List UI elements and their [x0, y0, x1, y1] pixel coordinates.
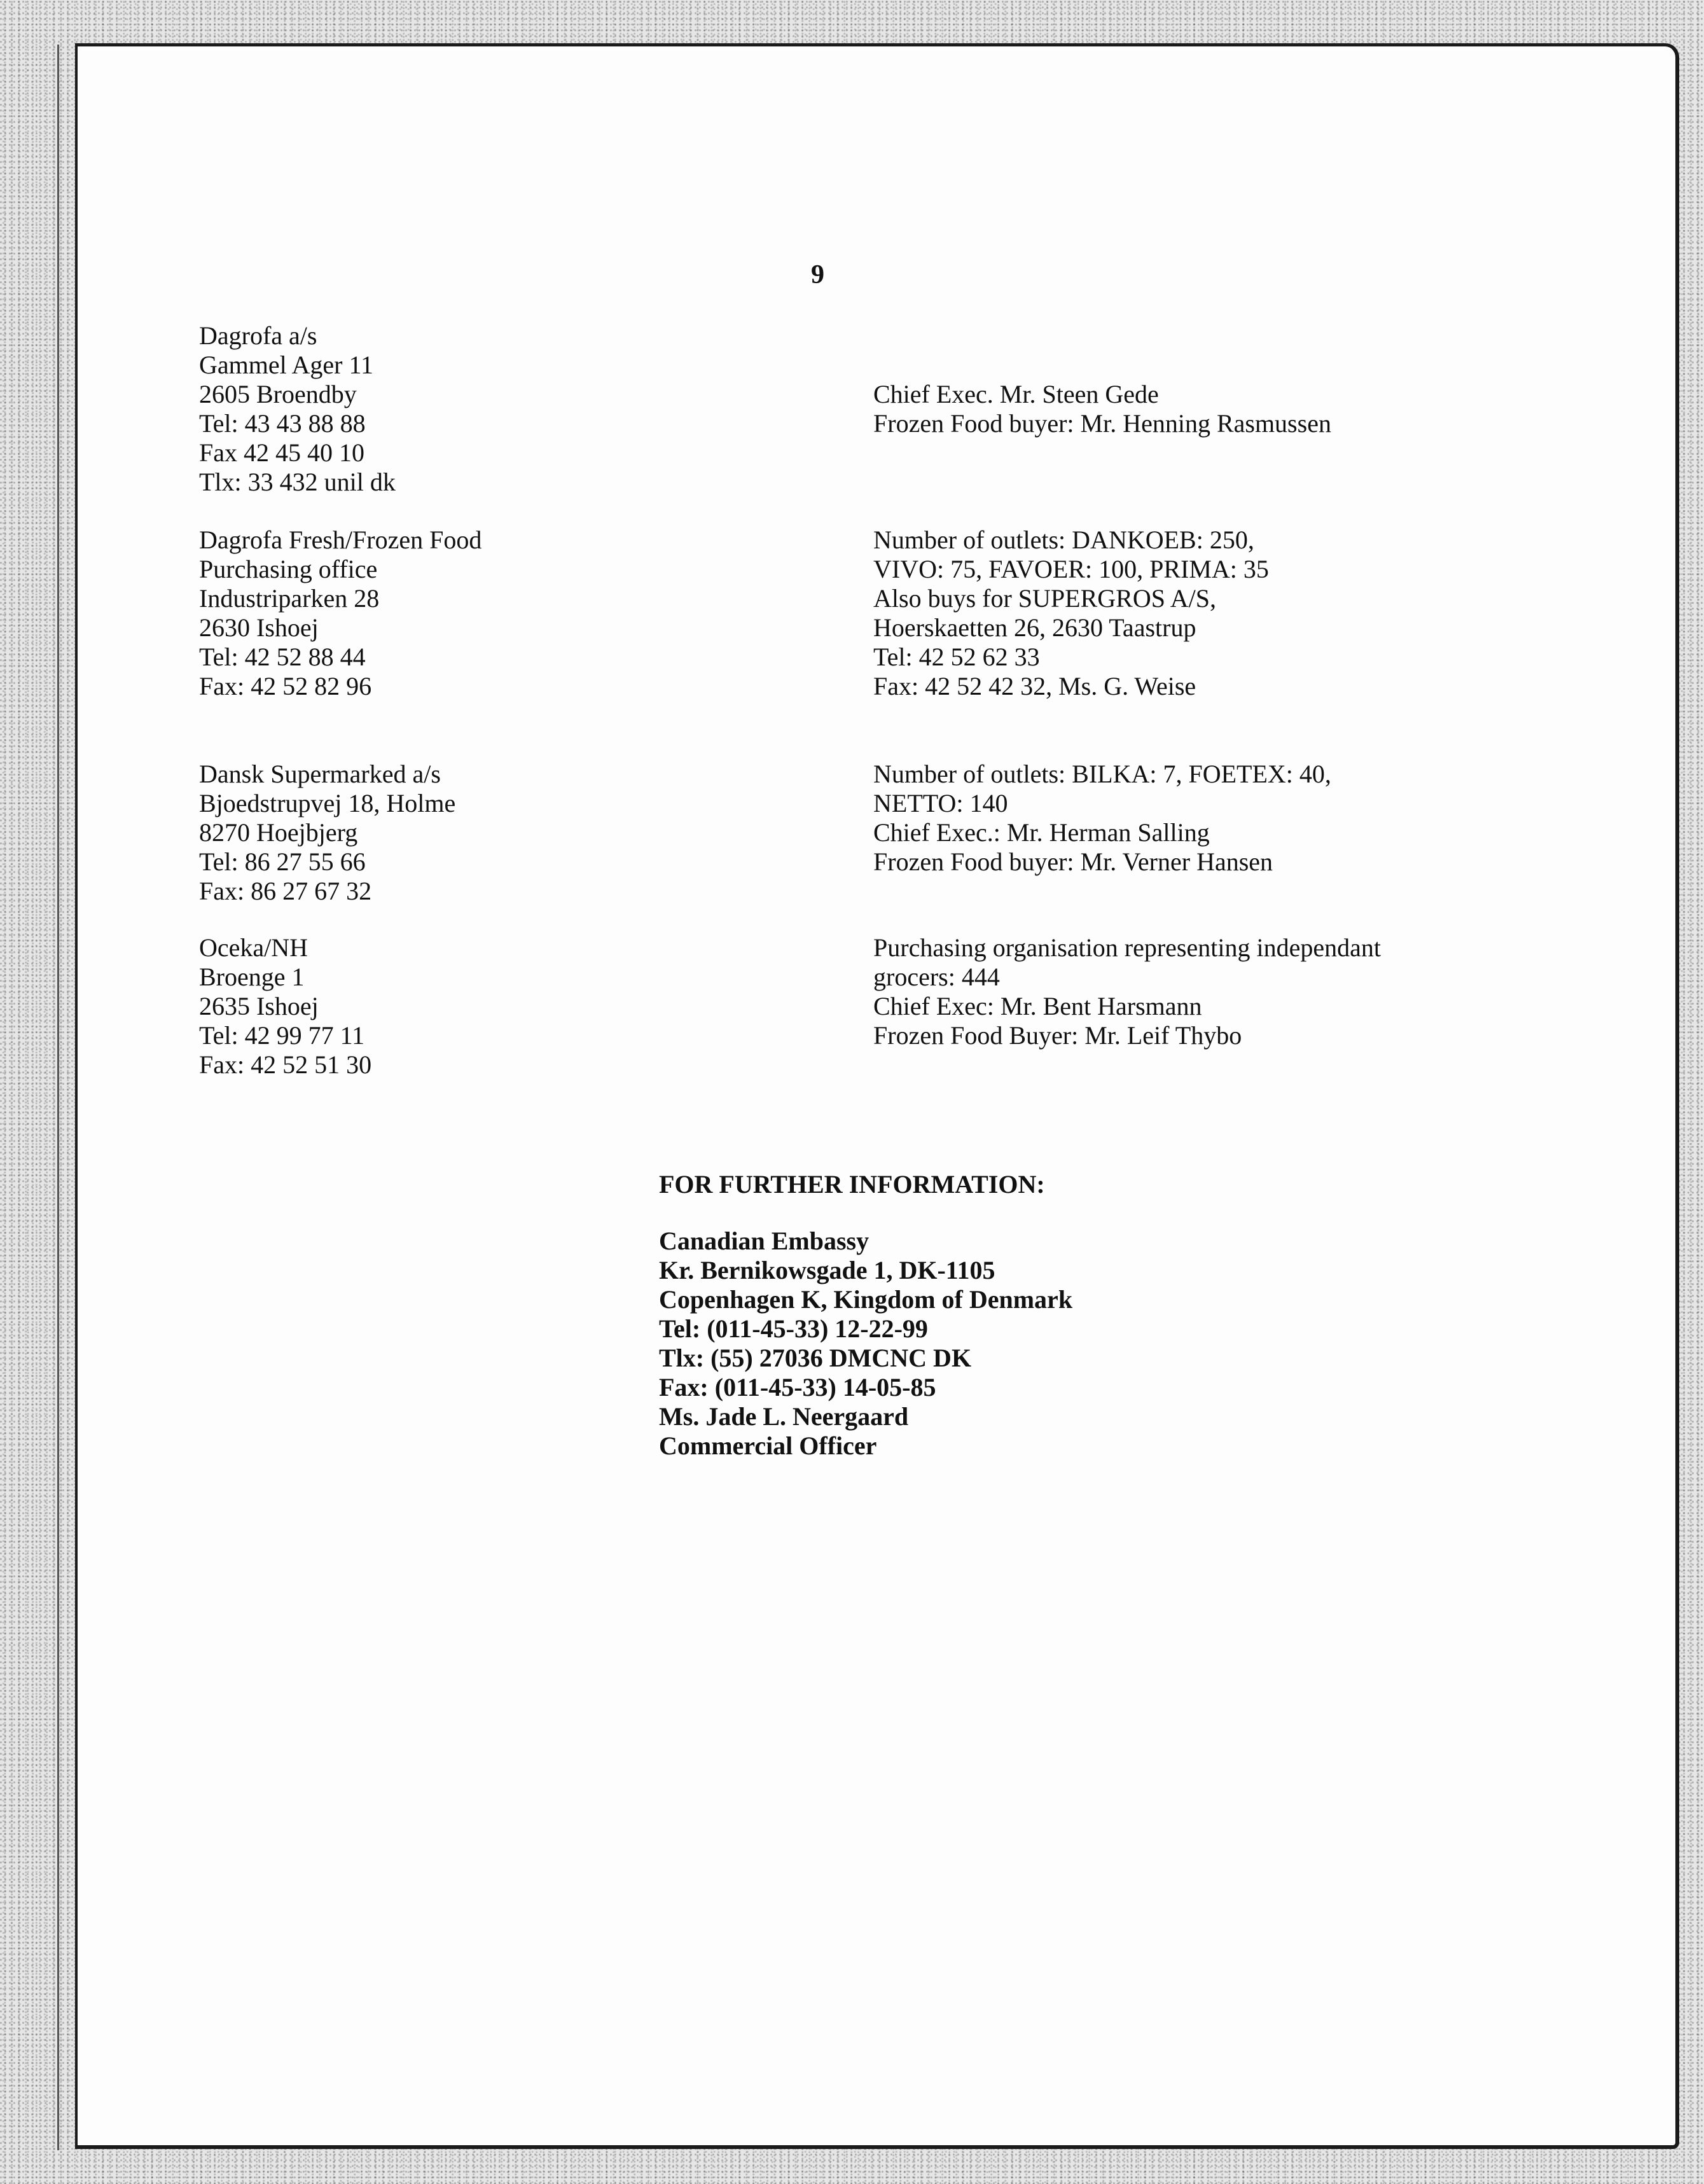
entry-1-details — [873, 380, 1331, 438]
address-line: Tel: 42 52 88 44 — [199, 643, 366, 671]
address-line: Fax: 42 52 51 30 — [199, 1050, 372, 1079]
address-line: Tel: 86 27 55 66 — [199, 847, 366, 876]
detail-line: Number of outlets: DANKOEB: 250, — [873, 525, 1254, 554]
detail-line: Frozen Food buyer: Mr. Henning Rasmussen — [873, 409, 1331, 438]
contact-line: Kr. Bernikowsgade 1, DK-1105 — [659, 1256, 995, 1284]
contact-line: Copenhagen K, Kingdom of Denmark — [659, 1285, 1073, 1314]
address-line: Tlx: 33 432 unil dk — [199, 468, 396, 496]
address-line: Tel: 43 43 88 88 — [199, 409, 366, 438]
detail-line: grocers: 444 — [873, 963, 1000, 991]
detail-line: Also buys for SUPERGROS A/S, — [873, 584, 1217, 613]
address-line: 2605 Broendby — [199, 380, 357, 408]
detail-line: Chief Exec: Mr. Bent Harsmann — [873, 992, 1202, 1020]
contact-line: Tel: (011-45-33) 12-22-99 — [659, 1314, 928, 1343]
entry-4-address — [199, 933, 371, 1080]
address-line: Dansk Supermarked a/s — [199, 760, 441, 788]
address-line: 8270 Hoejbjerg — [199, 818, 358, 847]
detail-line: Purchasing organisation representing independant — [873, 933, 1381, 962]
entry-3-address — [199, 760, 455, 906]
address-line: Oceka/NH — [199, 933, 308, 962]
contact-line: Tlx: (55) 27036 DMCNC DK — [659, 1344, 972, 1372]
embassy-contact — [659, 1227, 1072, 1461]
address-line: Dagrofa Fresh/Frozen Food — [199, 525, 482, 554]
address-line: Dagrofa a/s — [199, 321, 317, 350]
detail-line: VIVO: 75, FAVOER: 100, PRIMA: 35 — [873, 555, 1269, 583]
address-line: Purchasing office — [199, 555, 378, 583]
detail-line: Fax: 42 52 42 32, Ms. G. Weise — [873, 672, 1196, 700]
detail-line: Frozen Food buyer: Mr. Verner Hansen — [873, 847, 1273, 876]
address-line: 2630 Ishoej — [199, 613, 319, 642]
entry-2-details — [873, 525, 1269, 701]
page-number: 9 — [811, 260, 824, 289]
address-line: Industriparken 28 — [199, 584, 380, 613]
detail-line: Hoerskaetten 26, 2630 Taastrup — [873, 613, 1196, 642]
contact-line: Canadian Embassy — [659, 1227, 869, 1255]
contact-line: Ms. Jade L. Neergaard — [659, 1402, 909, 1431]
address-line: Fax: 86 27 67 32 — [199, 877, 372, 905]
detail-line: Chief Exec.: Mr. Herman Salling — [873, 818, 1210, 847]
address-line: Broenge 1 — [199, 963, 305, 991]
entry-4-details — [873, 933, 1381, 1050]
entry-2-address — [199, 525, 481, 701]
detail-line: Frozen Food Buyer: Mr. Leif Thybo — [873, 1021, 1242, 1050]
further-info-heading: FOR FURTHER INFORMATION: — [659, 1170, 1045, 1199]
detail-line: Tel: 42 52 62 33 — [873, 643, 1040, 671]
detail-line: Chief Exec. Mr. Steen Gede — [873, 380, 1159, 408]
binding-rule — [57, 45, 59, 2150]
entry-3-details — [873, 760, 1331, 877]
address-line: Gammel Ager 11 — [199, 351, 374, 379]
contact-line: Commercial Officer — [659, 1431, 877, 1460]
address-line: Fax: 42 52 82 96 — [199, 672, 372, 700]
address-line: Fax 42 45 40 10 — [199, 438, 364, 467]
entry-1-address — [199, 321, 396, 497]
address-line: 2635 Ishoej — [199, 992, 319, 1020]
contact-line: Fax: (011-45-33) 14-05-85 — [659, 1373, 936, 1402]
detail-line: Number of outlets: BILKA: 7, FOETEX: 40, — [873, 760, 1331, 788]
detail-line: NETTO: 140 — [873, 789, 1008, 817]
address-line: Tel: 42 99 77 11 — [199, 1021, 365, 1050]
address-line: Bjoedstrupvej 18, Holme — [199, 789, 456, 817]
